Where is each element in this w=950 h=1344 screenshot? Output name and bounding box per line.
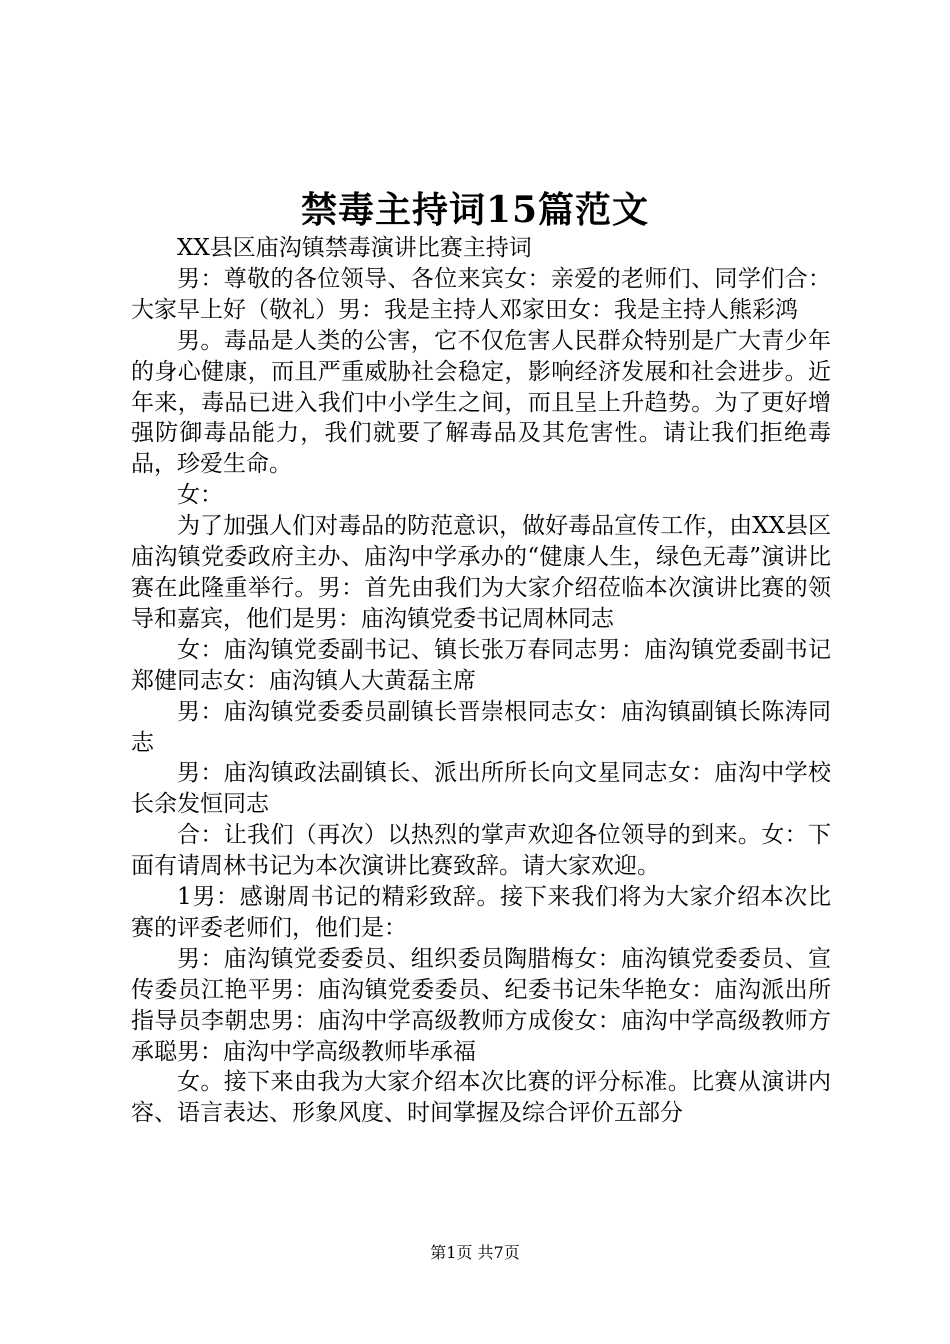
page-number-footer: 第1页 共7页 [430,1243,520,1262]
paragraph: 女：庙沟镇党委副书记、镇长张万春同志男：庙沟镇党委副书记郑健同志女：庙沟镇人大黄磊主席 [131,636,831,694]
paragraph: 男：庙沟镇政法副镇长、派出所所长向文星同志女：庙沟中学校长余发恒同志 [131,760,831,818]
paragraph: XX县区庙沟镇禁毒演讲比赛主持词 [177,235,532,261]
paragraph: 男。毒品是人类的公害，它不仅危害人民群众特别是广大青少年的身心健康，而且严重威胁社会稳定，影响经济发展和社会进步。近年来，毒品已进入我们中小学生之间，而且呈上升趋势。为了更好增强防御毒品能力，我们就要了解毒品及其危害性。请让我们拒绝毒品，珍爱生命。 [131,327,831,478]
document-body [131,233,831,1129]
paragraph: 男：尊敬的各位领导、各位来宾女：亲爱的老师们、同学们合：大家早上好（敬礼）男：我是主持人邓家田女：我是主持人熊彩鸿 [131,265,831,323]
paragraph: 女。接下来由我为大家介绍本次比赛的评分标准。比赛从演讲内容、语言表达、形象风度、时间掌握及综合评价五部分 [131,1069,831,1127]
paragraph: 男：庙沟镇党委委员副镇长晋崇根同志女：庙沟镇副镇长陈涛同志 [131,698,831,756]
paragraph: 1男：感谢周书记的精彩致辞。接下来我们将为大家介绍本次比赛的评委老师们，他们是： [131,884,831,941]
document-title: 禁毒主持词15篇范文 [300,189,650,231]
paragraph: 男：庙沟镇党委委员、组织委员陶腊梅女：庙沟镇党委委员、宣传委员江艳平男：庙沟镇党委委员、纪委书记朱华艳女：庙沟派出所指导员李朝忠男：庙沟中学高级教师方成俊女：庙沟中学高级教师方承聪男：庙沟中学高级教师毕承福 [131,945,831,1065]
paragraph: 合：让我们（再次）以热烈的掌声欢迎各位领导的到来。女：下面有请周林书记为本次演讲比赛致辞。请大家欢迎。 [131,822,831,880]
paragraph: 女： [177,482,223,509]
paragraph: 为了加强人们对毒品的防范意识，做好毒品宣传工作，由XX县区庙沟镇党委政府主办、庙沟中学承办的“健康人生，绿色无毒”演讲比赛在此隆重举行。男：首先由我们为大家介绍莅临本次演讲比赛的领导和嘉宾，他们是男：庙沟镇党委书记周林同志 [131,513,831,632]
